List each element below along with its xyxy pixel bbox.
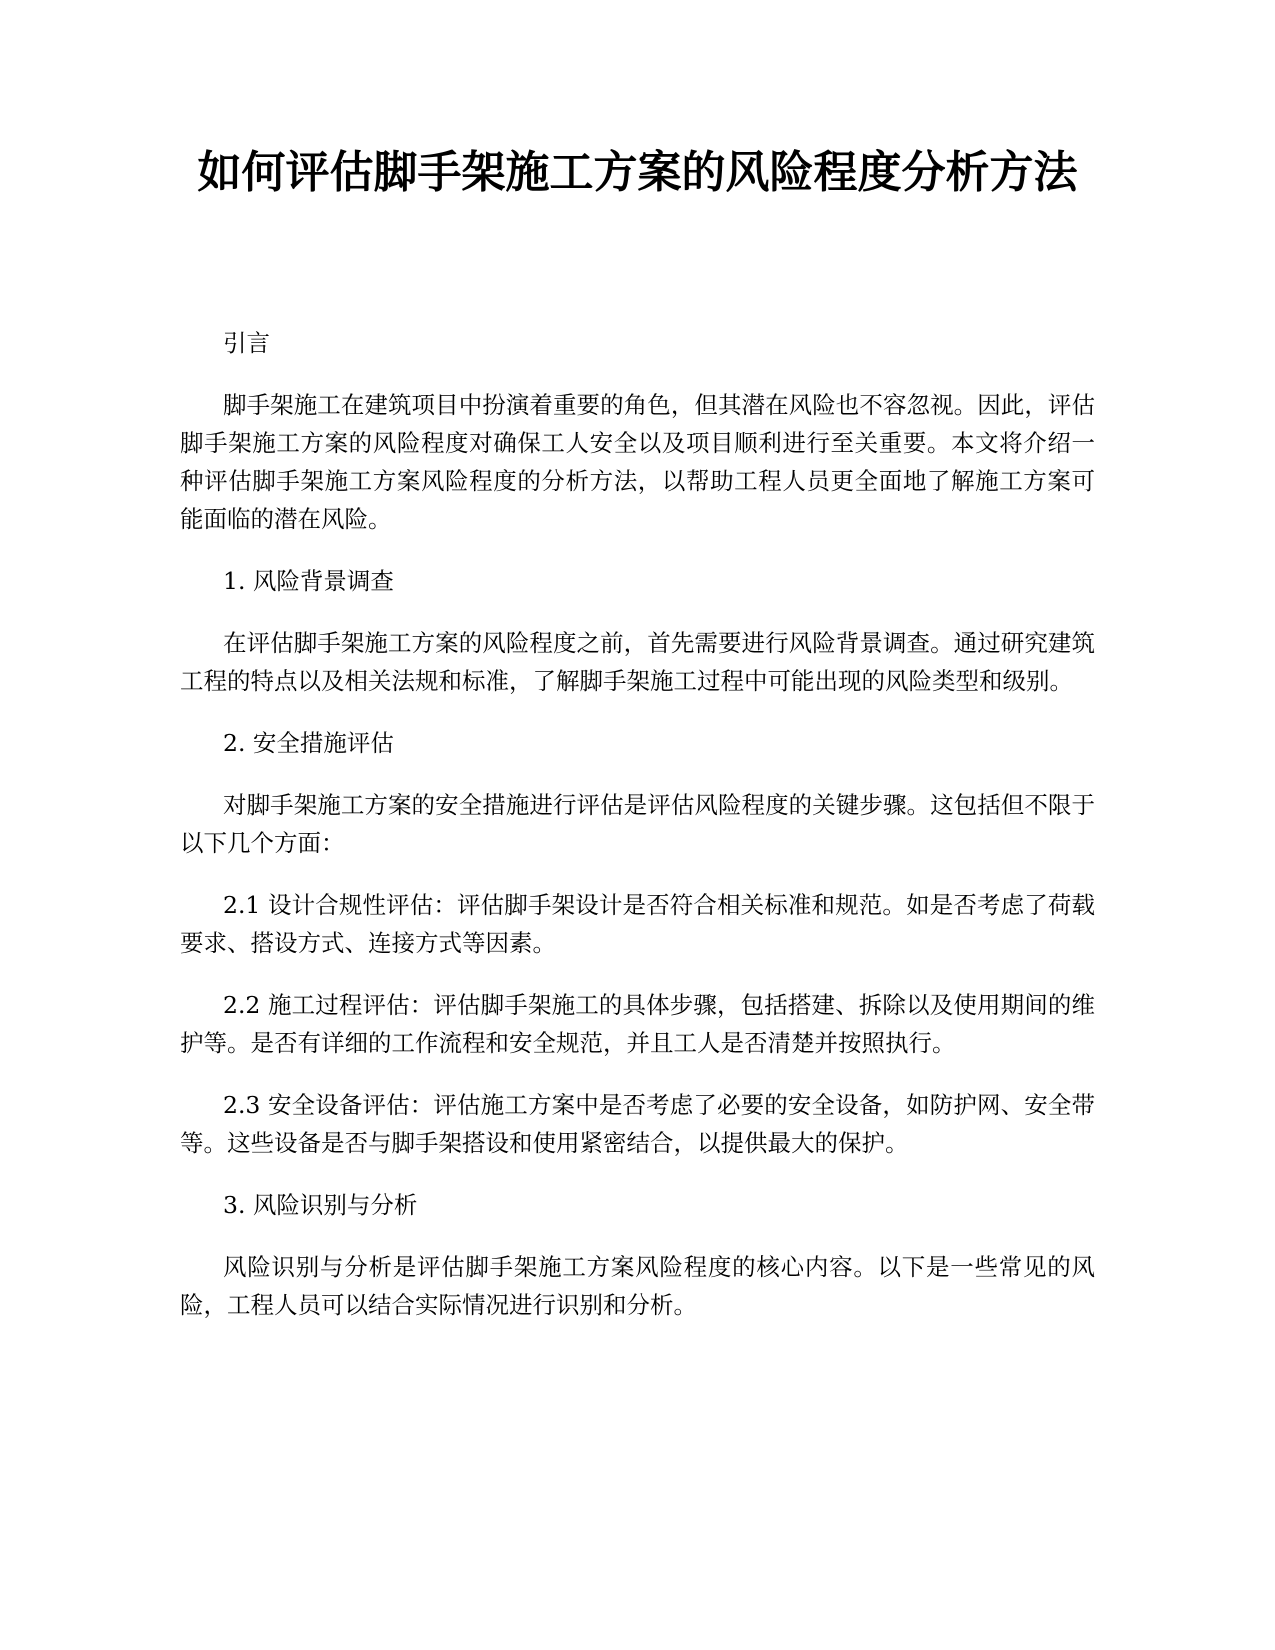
document-title: 如何评估脚手架施工方案的风险程度分析方法 [197, 147, 1078, 198]
paragraph-2-1: 2.1 设计合规性评估：评估脚手架设计是否符合相关标准和规范。如是否考虑了荷载要求、搭设方式、连接方式等因素。 [180, 891, 1095, 957]
paragraph-3: 风险识别与分析是评估脚手架施工方案风险程度的核心内容。以下是一些常见的风险，工程人员可以结合实际情况进行识别和分析。 [180, 1253, 1095, 1319]
paragraph-2-3: 2.3 安全设备评估：评估施工方案中是否考虑了必要的安全设备，如防护网、安全带等。这些设备是否与脚手架搭设和使用紧密结合，以提供最大的保护。 [180, 1091, 1095, 1157]
section-heading-intro: 引言 [223, 329, 270, 357]
paragraph-intro: 脚手架施工在建筑项目中扮演着重要的角色，但其潜在风险也不容忽视。因此，评估脚手架施工方案的风险程度对确保工人安全以及项目顺利进行至关重要。本文将介绍一种评估脚手架施工方案风险程度的分析方法，以帮助工程人员更全面地了解施工方案可能面临的潜在风险。 [180, 391, 1095, 533]
paragraph-1: 在评估脚手架施工方案的风险程度之前，首先需要进行风险背景调查。通过研究建筑工程的特点以及相关法规和标准，了解脚手架施工过程中可能出现的风险类型和级别。 [180, 629, 1095, 695]
paragraph-2-2: 2.2 施工过程评估：评估脚手架施工的具体步骤，包括搭建、拆除以及使用期间的维护等。是否有详细的工作流程和安全规范，并且工人是否清楚并按照执行。 [180, 991, 1095, 1057]
section-heading-1: 1. 风险背景调查 [223, 567, 394, 595]
section-heading-3: 3. 风险识别与分析 [223, 1191, 418, 1219]
document-body [180, 324, 1095, 1348]
paragraph-2: 对脚手架施工方案的安全措施进行评估是评估风险程度的关键步骤。这包括但不限于以下几个方面： [180, 791, 1095, 857]
section-heading-2: 2. 安全措施评估 [223, 729, 394, 757]
